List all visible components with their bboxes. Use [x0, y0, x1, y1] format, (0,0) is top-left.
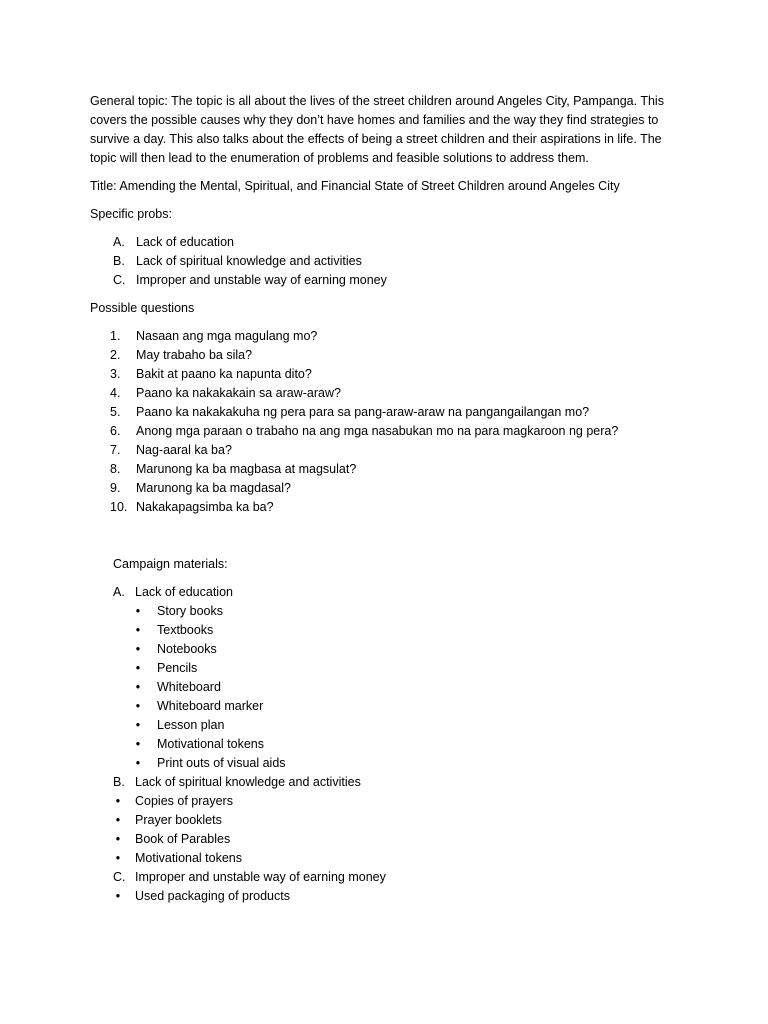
- list-item: [90, 233, 690, 252]
- list-marker: 10.: [110, 500, 128, 514]
- blank-space: [90, 526, 690, 555]
- list-marker: 9.: [110, 481, 121, 495]
- list-item-text: Marunong ka ba magbasa at magsulat?: [136, 462, 357, 476]
- bullet-icon: •: [135, 737, 141, 751]
- specific-probs-heading: Specific probs:: [90, 207, 172, 221]
- list-item: [90, 327, 690, 346]
- specific-probs-list: [90, 233, 690, 290]
- list-item-text: Nag-aaral ka ba?: [136, 443, 232, 457]
- bullet-icon: •: [115, 813, 121, 827]
- list-item-text: Motivational tokens: [157, 737, 265, 751]
- bullet-icon: •: [135, 756, 141, 770]
- bullet-icon: •: [115, 889, 121, 903]
- list-marker: B.: [113, 254, 125, 268]
- document-title: Title: Amending the Mental, Spiritual, and Financial State of Street Children around Angeles City: [90, 179, 620, 193]
- bullet-icon: •: [135, 718, 141, 732]
- bullet-icon: •: [135, 623, 141, 637]
- list-marker: 6.: [110, 424, 121, 438]
- list-marker: B.: [113, 775, 125, 789]
- list-marker: C.: [113, 870, 126, 884]
- list-item: [113, 754, 690, 773]
- list-item-text: Lack of education: [136, 235, 234, 249]
- list-marker: 2.: [110, 348, 121, 362]
- campaign-group-b: [113, 773, 690, 792]
- bullet-icon: •: [135, 661, 141, 675]
- list-item: [113, 811, 690, 830]
- list-marker: 3.: [110, 367, 121, 381]
- list-item-text: Nasaan ang mga magulang mo?: [136, 329, 318, 343]
- list-marker: A.: [113, 235, 125, 249]
- list-item: [90, 498, 690, 517]
- list-item-text: Pencils: [157, 661, 198, 675]
- list-item-text: Lack of education: [135, 585, 233, 599]
- list-item: [90, 365, 690, 384]
- list-item: [113, 792, 690, 811]
- bullet-icon: •: [135, 680, 141, 694]
- bullet-icon: •: [115, 794, 121, 808]
- list-item: [113, 849, 690, 868]
- list-marker: 8.: [110, 462, 121, 476]
- list-item-text: Used packaging of products: [135, 889, 290, 903]
- list-item: [113, 621, 690, 640]
- list-item-text: Copies of prayers: [135, 794, 233, 808]
- list-item: [90, 346, 690, 365]
- list-item-text: Whiteboard marker: [157, 699, 264, 713]
- list-item: [90, 479, 690, 498]
- list-item-text: Improper and unstable way of earning money: [136, 273, 387, 287]
- list-item-text: Notebooks: [157, 642, 217, 656]
- list-item-text: Motivational tokens: [135, 851, 243, 865]
- list-item: [113, 830, 690, 849]
- list-item-text: Lesson plan: [157, 718, 225, 732]
- list-item-text: Nakakapagsimba ka ba?: [136, 500, 274, 514]
- list-item-text: Book of Parables: [135, 832, 231, 846]
- list-item: [90, 460, 690, 479]
- list-item-text: Paano ka nakakakuha ng pera para sa pang-araw-araw na pangangailangan mo?: [136, 405, 590, 419]
- list-marker: 7.: [110, 443, 121, 457]
- list-item: [113, 697, 690, 716]
- list-item-text: Bakit at paano ka napunta dito?: [136, 367, 312, 381]
- list-item-text: Marunong ka ba magdasal?: [136, 481, 291, 495]
- list-item: [113, 735, 690, 754]
- list-item: [113, 887, 690, 906]
- list-item: [90, 271, 690, 290]
- possible-questions-heading: Possible questions: [90, 301, 195, 315]
- bullet-icon: •: [135, 642, 141, 656]
- list-item-text: May trabaho ba sila?: [136, 348, 253, 362]
- list-item-text: Lack of spiritual knowledge and activities: [136, 254, 362, 268]
- bullet-icon: •: [115, 832, 121, 846]
- list-item-text: Textbooks: [157, 623, 214, 637]
- list-item-text: Improper and unstable way of earning money: [135, 870, 386, 884]
- list-item: [90, 422, 690, 441]
- list-item-text: Lack of spiritual knowledge and activities: [135, 775, 361, 789]
- list-item-text: Print outs of visual aids: [157, 756, 286, 770]
- document-page: [90, 92, 690, 906]
- list-item: [90, 252, 690, 271]
- list-item: [113, 602, 690, 621]
- campaign-group-c: [113, 868, 690, 887]
- list-item: [90, 384, 690, 403]
- list-marker: C.: [113, 273, 126, 287]
- bullet-icon: •: [135, 699, 141, 713]
- list-item: [113, 659, 690, 678]
- list-marker: 1.: [110, 329, 121, 343]
- list-item-text: Paano ka nakakakain sa araw-araw?: [136, 386, 341, 400]
- list-item: [113, 716, 690, 735]
- campaign-group-a: [113, 583, 690, 602]
- campaign-materials-heading: Campaign materials:: [113, 557, 228, 571]
- possible-questions-list: [90, 327, 690, 517]
- list-item-text: Prayer booklets: [135, 813, 222, 827]
- list-item-text: Story books: [157, 604, 224, 618]
- list-marker: 4.: [110, 386, 121, 400]
- campaign-materials-section: [90, 555, 690, 906]
- bullet-icon: •: [135, 604, 141, 618]
- list-item: [113, 678, 690, 697]
- list-item-text: Anong mga paraan o trabaho na ang mga nasabukan mo na para magkaroon ng pera?: [136, 424, 619, 438]
- bullet-icon: •: [115, 851, 121, 865]
- list-item-text: Whiteboard: [157, 680, 221, 694]
- general-topic-paragraph: General topic: The topic is all about the lives of the street children around Angeles City, Pampanga. This covers the possible causes why they don’t have homes and families and the way they find strategies to survive a day. This also talks about the effects of being a street children and their aspirations in life. The topic will then lead to the enumeration of problems and feasible solutions to address them.: [90, 94, 664, 165]
- list-item: [90, 441, 690, 460]
- list-item: [113, 640, 690, 659]
- list-marker: A.: [113, 585, 125, 599]
- list-marker: 5.: [110, 405, 121, 419]
- list-item: [90, 403, 690, 422]
